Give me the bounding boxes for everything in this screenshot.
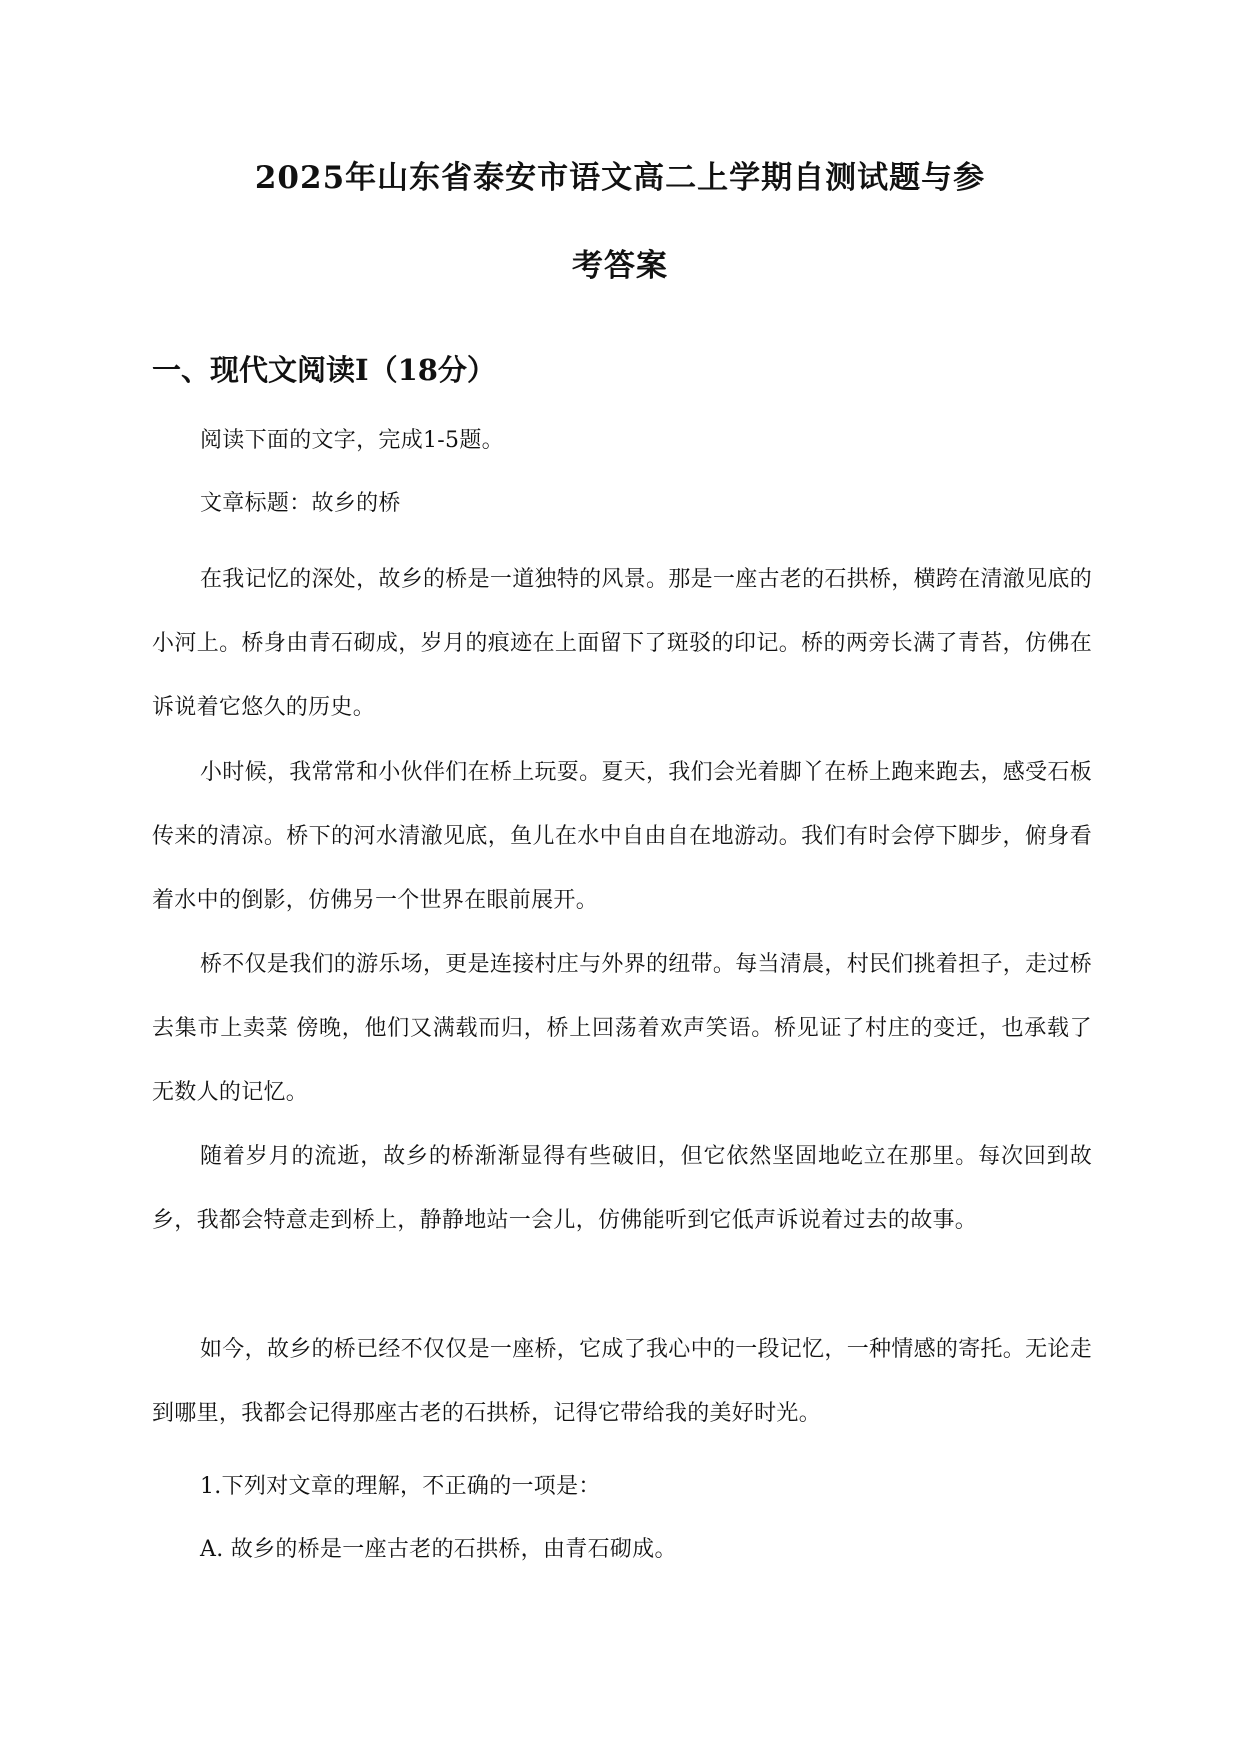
article-paragraph-5: 如今，故乡的桥已经不仅仅是一座桥，它成了我心中的一段记忆，一种情感的寄托。无论走到哪里，我都会记得那座古老的石拱桥，记得它带给我的美好时光。 (152, 1337, 1093, 1426)
section-heading: 一、现代文阅读Ⅰ（18分） (152, 353, 496, 387)
article-title: 文章标题：故乡的桥 (200, 491, 401, 516)
document-title-line-2: 考答案 (572, 248, 668, 284)
question-1-stem: 1.下列对文章的理解，不正确的一项是： (200, 1474, 601, 1499)
article-paragraph-4: 随着岁月的流逝，故乡的桥渐渐显得有些破旧，但它依然坚固地屹立在那里。每次回到故乡，我都会特意走到桥上，静静地站一会儿，仿佛能听到它低声诉说着过去的故事。 (152, 1144, 1092, 1233)
reading-instruction: 阅读下面的文字，完成1-5题。 (200, 428, 504, 453)
question-1-option-a: A. 故乡的桥是一座古老的石拱桥，由青石砌成。 (200, 1537, 677, 1562)
article-paragraph-2: 小时候，我常常和小伙伴们在桥上玩耍。夏天，我们会光着脚丫在桥上跑来跑去，感受石板传来的清凉。桥下的河水清澈见底，鱼儿在水中自由自在地游动。我们有时会停下脚步，俯身看着水中的倒影，仿佛另一个世界在眼前展开。 (152, 760, 1093, 913)
document-title-line-1: 2025年山东省泰安市语文高二上学期自测试题与参 (254, 160, 986, 196)
article-paragraph-3: 桥不仅是我们的游乐场，更是连接村庄与外界的纽带。每当清晨，村民们挑着担子，走过桥去集市上卖菜 傍晚，他们又满载而归，桥上回荡着欢声笑语。桥见证了村庄的变迁，也承载了无数人的记忆。 (152, 952, 1093, 1105)
article-paragraph-1: 在我记忆的深处，故乡的桥是一道独特的风景。那是一座古老的石拱桥，横跨在清澈见底的小河上。桥身由青石砌成，岁月的痕迹在上面留下了斑驳的印记。桥的两旁长满了青苔，仿佛在诉说着它悠久的历史。 (152, 567, 1093, 720)
